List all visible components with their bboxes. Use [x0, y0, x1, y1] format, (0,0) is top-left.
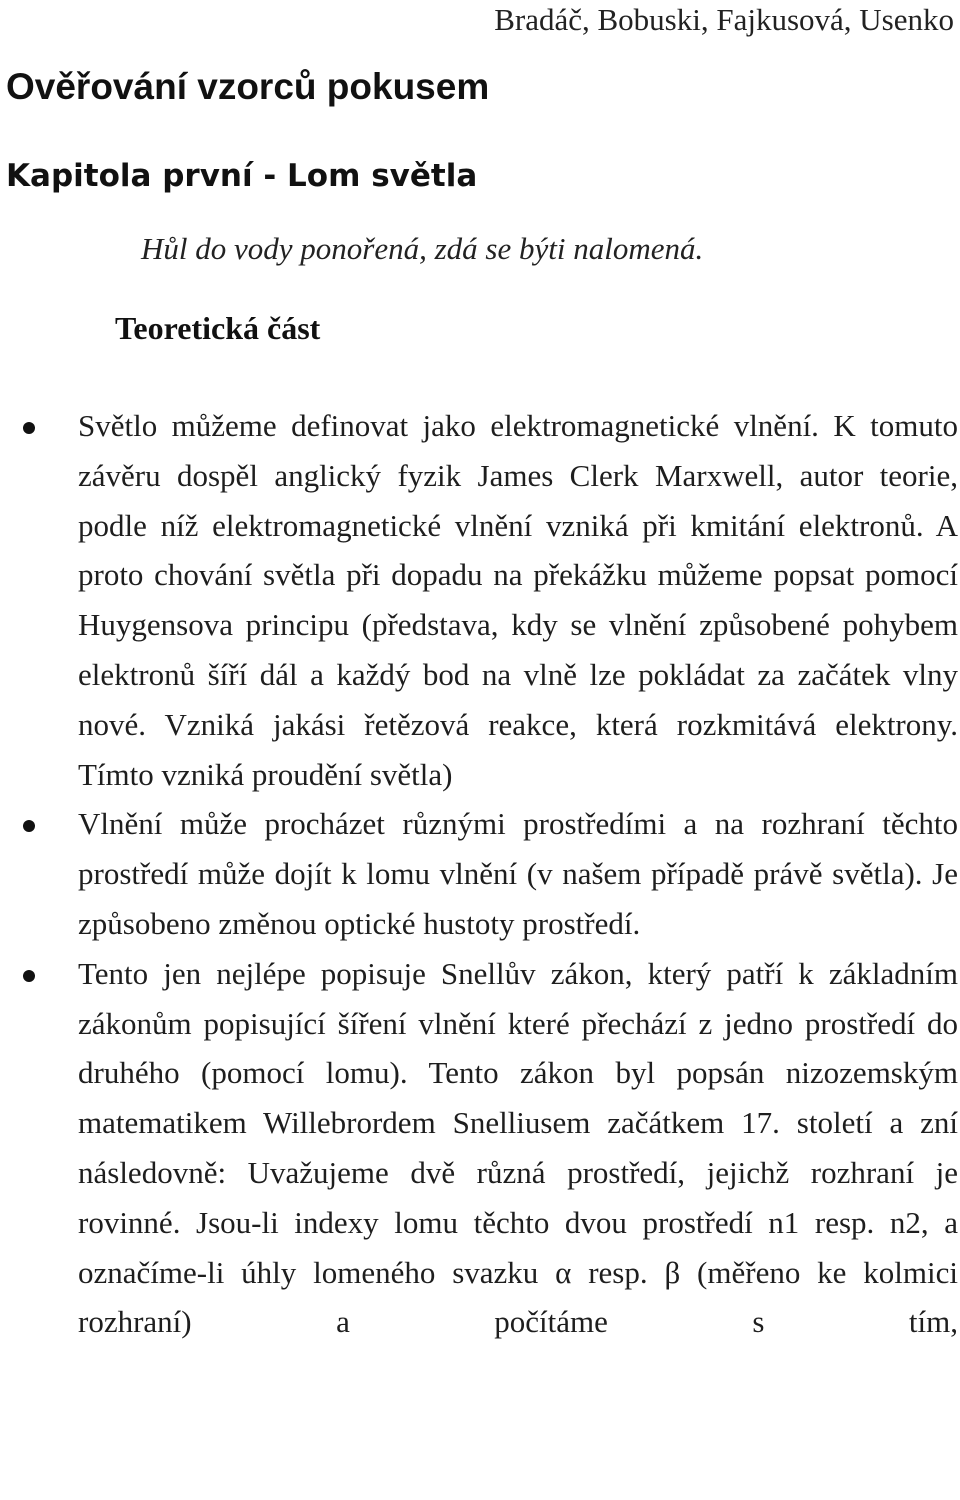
- list-item: [0, 401, 960, 799]
- list-item: [0, 949, 960, 1347]
- motto: Hůl do vody ponořená, zdá se býti nalomená.: [141, 231, 704, 266]
- bullet-list: [0, 401, 960, 1347]
- authors: Bradáč, Bobuski, Fajkusová, Usenko: [494, 2, 954, 37]
- list-item: [0, 799, 960, 948]
- paragraph-refraction: Vlnění může procházet různými prostředími a na rozhraní těchto prostředí může dojít k lomu vlnění (v našem případě právě světla). Je způsobeno změnou optické hustoty prostředí.: [78, 806, 958, 941]
- paragraph-light: Světlo můžeme definovat jako elektromagnetické vlnění. K tomuto závěru dospěl anglický fyzik James Clerk Marxwell, autor teorie, podle níž elektromagnetické vlnění vzniká při kmitání elektronů. A proto chování světla při dopadu na překážku můžeme popsat pomocí Huygensova principu (představa, kdy se vlnění způsobené pohybem elektronů šíří dál a každý bod na vlně lze pokládat za začátek vlny nové. Vzniká jakási řetězová reakce, která rozkmitává elektrony. Tímto vzniká proudění světla): [78, 408, 958, 792]
- bullet-icon: [23, 820, 35, 832]
- bullet-icon: [23, 422, 35, 434]
- document-title: Ověřování vzorců pokusem: [6, 66, 490, 107]
- chapter-heading: Kapitola první - Lom světla: [6, 158, 478, 194]
- paragraph-snell-law: Tento jen nejlépe popisuje Snellův zákon, který patří k základním zákonům popisující šíření vlnění které přechází z jedno prostředí do druhého (pomocí lomu). Tento zákon byl popsán nizozemským matematikem Willebrordem Snelliusem začátkem 17. století a zní následovně: Uvažujeme dvě různá prostředí, jejichž rozhraní je rovinné. Jsou-li indexy lomu těchto dvou prostředí n1 resp. n2, a označíme-li úhly lomeného svazku α resp. β (měřeno ke kolmici rozhraní) a počítáme s tím,: [78, 955, 958, 1340]
- bullet-icon: [23, 970, 35, 982]
- section-heading: Teoretická část: [115, 310, 321, 346]
